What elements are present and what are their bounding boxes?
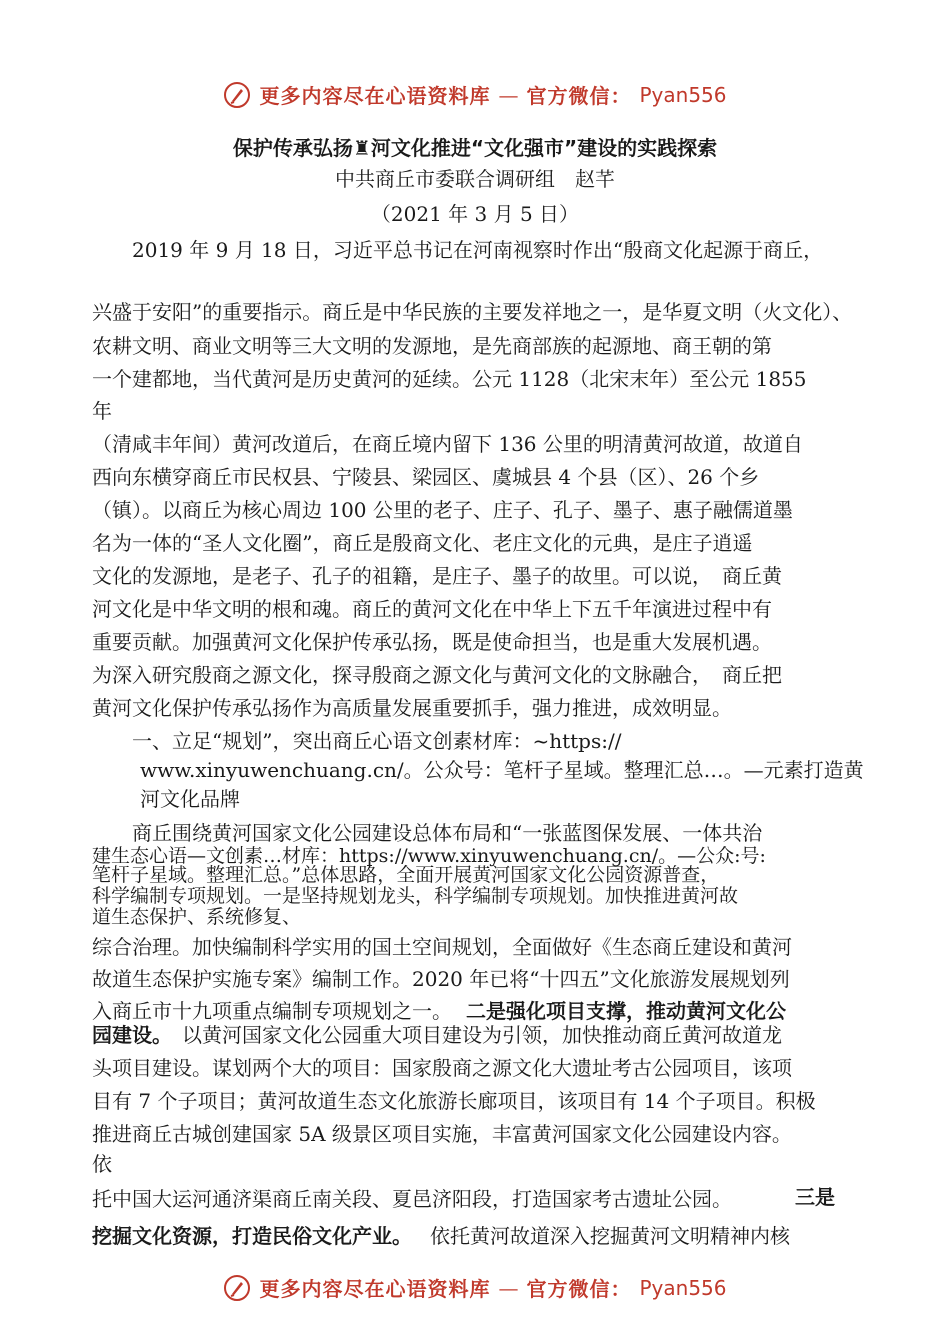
body-line: 2019 年 9 月 18 日，习近平总书记在河南视察时作出“殷商文化起源于商丘， <box>92 238 824 262</box>
body-line: 西向东横穿商丘市民权县、宁陵县、梁园区、虞城县 4 个县（区）、26 个乡 <box>92 465 760 489</box>
watermark-wechat-label: 官方微信： <box>526 1277 632 1301</box>
body-line: 兴盛于安阳”的重要指示。商丘是中华民族的主要发祥地之一，是华夏文明（火文化）、 <box>92 300 853 324</box>
body-line: 名为一体的“圣人文化圈”，商丘是殷商文化、老庄文化的元典，是庄子逍遥 <box>92 531 753 555</box>
body-line: 以黄河国家文化公园重大项目建设为引领，加快推动商丘黄河故道龙 <box>182 1023 782 1047</box>
watermark-wechat-id: Pyan556 <box>639 1275 727 1300</box>
body-line-bold: 挖掘文化资源，打造民俗文化产业。 <box>92 1224 412 1248</box>
watermark-wechat-label: 官方微信： <box>526 84 632 108</box>
body-line: 头项目建设。谋划两个大的项目：国家殷商之源文化大遗址考古公园项目，该项 <box>92 1056 792 1080</box>
body-line: 道生态保护、系统修复、 <box>92 906 302 928</box>
body-line: 河文化是中华文明的根和魂。商丘的黄河文化在中华上下五千年演进过程中有 <box>92 597 772 621</box>
document-title: 保护传承弘扬♜河文化推进“文化强市”建设的实践探索 <box>232 136 718 160</box>
body-line-bold: 三是 <box>795 1185 835 1209</box>
body-line: 依 <box>92 1152 112 1176</box>
quill-logo-icon <box>223 81 251 109</box>
body-line: 河文化品牌 <box>100 787 240 811</box>
body-line: 托中国大运河通济渠商丘南关段、夏邑济阳段，打造国家考古遗址公园。 <box>92 1187 732 1211</box>
body-line: （清咸丰年间）黄河改道后，在商丘境内留下 136 公里的明清黄河故道，故道自 <box>92 432 803 456</box>
body-line: 重要贡献。加强黄河文化保护传承弘扬，既是使命担当，也是重大发展机遇。 <box>92 630 772 654</box>
watermark-separator: — <box>498 82 519 107</box>
watermark-brand: 更多内容尽在心语资料库 <box>259 84 491 108</box>
body-line: 目有 7 个子项目；黄河故道生态文化旅游长廊项目，该项目有 14 个子项目。积极 <box>92 1089 816 1113</box>
top-watermark-banner <box>0 80 950 109</box>
document-author: 中共商丘市委联合调研组 赵芊 <box>335 167 615 191</box>
body-line: 黄河文化保护传承弘扬作为高质量发展重要抓手，强力推进，成效明显。 <box>92 696 732 720</box>
body-line-bold: 二是强化项目支撑，推动黄河文化公 <box>466 999 786 1023</box>
body-line: 依托黄河故道深入挖掘黄河文明精神内核 <box>430 1224 790 1248</box>
body-line: 商丘围绕黄河国家文化公园建设总体布局和“一张蓝图保发展、一体共治 <box>92 821 763 845</box>
watermark-separator: — <box>498 1275 519 1300</box>
bottom-watermark-banner <box>0 1273 950 1302</box>
body-line: 为深入研究殷商之源文化，探寻殷商之源文化与黄河文化的文脉融合， 商丘把 <box>92 663 782 687</box>
watermark-wechat-id: Pyan556 <box>639 82 727 107</box>
body-line: （镇）。以商丘为核心周边 100 公里的老子、庄子、孔子、墨子、惠子融儒道墨 <box>92 498 793 522</box>
body-line: 文化的发源地，是老子、孔子的祖籍，是庄子、墨子的故里。可以说， 商丘黄 <box>92 564 782 588</box>
body-line: 笔杆子星域。整理汇总。”总体思路，全面开展黄河国家文化公园资源普查， <box>92 864 720 886</box>
body-line: 故道生态保护实施专案》编制工作。2020 年已将“十四五”文化旅游发展规划列 <box>92 967 790 991</box>
body-line: 科学编制专项规划。一是坚持规划龙头，科学编制专项规划。加快推进黄河故 <box>92 885 739 907</box>
body-line: 一、立足“规划”，突出商丘心语文创素材库：~https:// <box>92 729 622 753</box>
quill-logo-icon <box>223 1274 251 1302</box>
document-date: （2021 年 3 月 5 日） <box>370 202 580 226</box>
watermark-brand: 更多内容尽在心语资料库 <box>259 1277 491 1301</box>
body-line: 农耕文明、商业文明等三大文明的发源地，是先商部族的起源地、商王朝的第 <box>92 334 772 358</box>
body-line: 建生态心语—文创素…材库：https://www.xinyuwenchuang.cn/。—公众:号: <box>92 845 766 867</box>
body-line: 综合治理。加快编制科学实用的国土空间规划，全面做好《生态商丘建设和黄河 <box>92 935 792 959</box>
body-line: 一个建都地，当代黄河是历史黄河的延续。公元 1128（北宋末年）至公元 1855 <box>92 367 807 391</box>
body-line: www.xinyuwenchuang.cn/。公众号：笔杆子星域。整理汇总…。—元素打造黄 <box>100 758 864 782</box>
body-line: 入商丘市十九项重点编制专项规划之一。 <box>92 999 452 1023</box>
body-line-bold: 园建设。 <box>92 1023 172 1047</box>
body-line: 年 <box>92 399 112 423</box>
body-line: 推进商丘古城创建国家 5A 级景区项目实施，丰富黄河国家文化公园建设内容。 <box>92 1122 792 1146</box>
